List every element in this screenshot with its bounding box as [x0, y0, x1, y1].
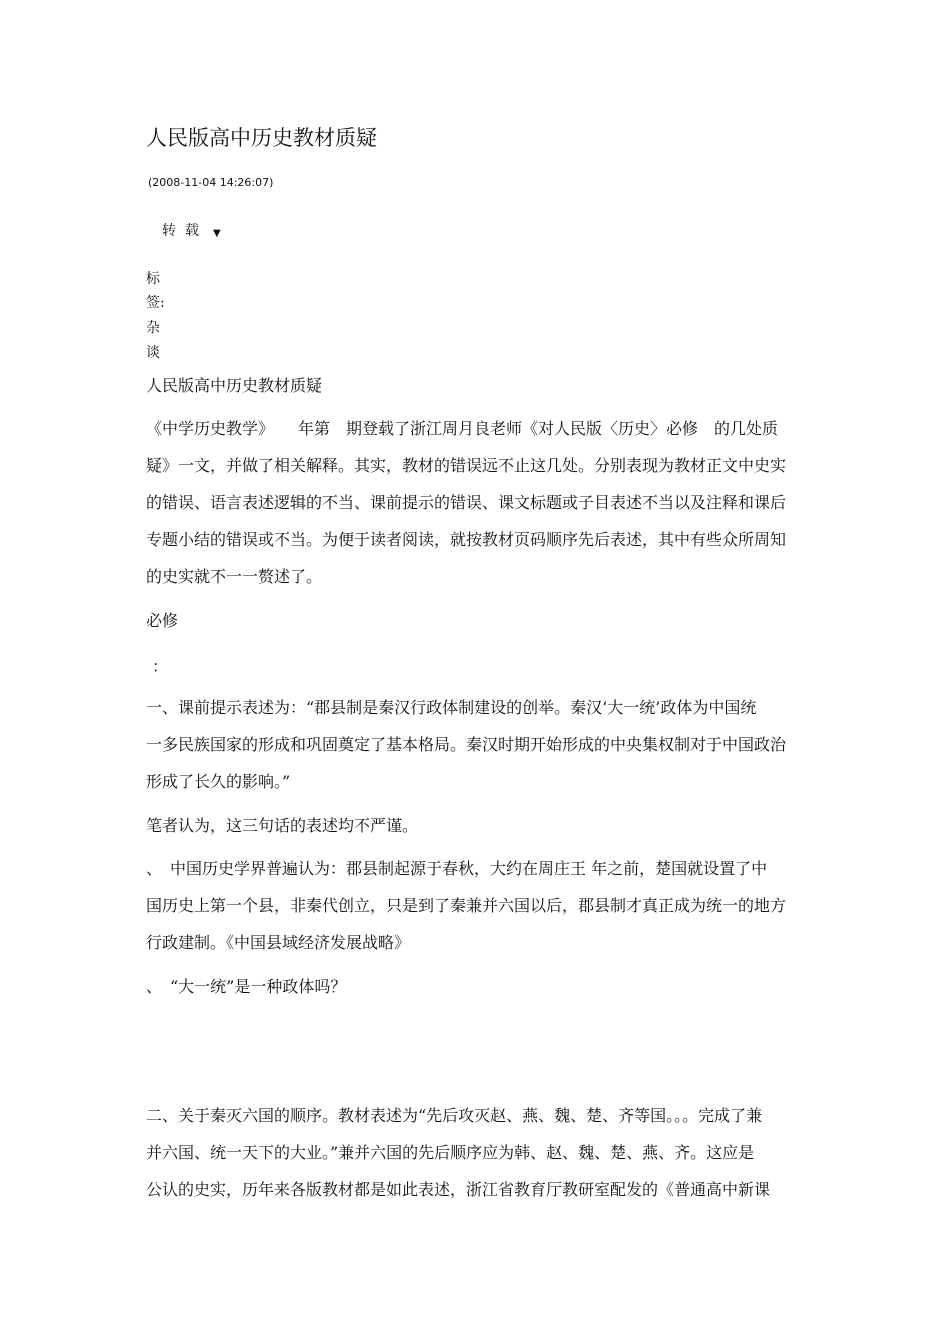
- intro-line: 的错误、语言表述逻辑的不当、课前提示的错误、课文标题或子目表述不当以及注释和课后: [146, 493, 787, 512]
- point-two-line: 公认的史实，历年来各版教材都是如此表述，浙江省教育厅教研室配发的《普通高中新课: [146, 1180, 771, 1199]
- sub-point-one-line: 、 中国历史学界普遍认为：郡县制起源于春秋，大约在周庄王 年之前，楚国就设置了中: [146, 859, 768, 878]
- point-two-line: 二、关于秦灭六国的顺序。教材表述为“先后攻灭赵、燕、魏、楚、齐等国。。。完成了兼: [146, 1106, 763, 1125]
- section-colon: ：: [152, 657, 169, 676]
- article-heading: 人民版高中历史教材质疑: [146, 376, 323, 395]
- point-one-line: 一多民族国家的形成和巩固奠定了基本格局。秦汉时期开始形成的中央集权制对于中国政治: [146, 735, 787, 754]
- point-one-line: 一、课前提示表述为：“郡县制是秦汉行政体制建设的创举。秦汉‘大一统’政体为中国统: [146, 698, 757, 717]
- tags-label-char-2: 签:: [146, 295, 165, 311]
- tags-label-char-1: 标: [146, 271, 160, 287]
- intro-line: 专题小结的错误或不当。为便于读者阅读，就按教材页码顺序先后表述，其中有些众所周知: [146, 530, 787, 549]
- sub-point-one-line: 国历史上第一个县，非秦代创立，只是到了秦兼并六国以后，郡县制才真正成为统一的地方: [146, 896, 787, 915]
- intro-line: 疑》一文，并做了相关解释。其实，教材的错误远不止这几处。分别表现为教材正文中史实: [146, 456, 787, 475]
- point-one-line: 形成了长久的影响。”: [146, 772, 291, 791]
- tag-link-char-1[interactable]: 杂: [146, 320, 160, 336]
- intro-line: 的史实就不一一赘述了。: [146, 567, 323, 586]
- article-title: 人民版高中历史教材质疑: [146, 126, 377, 150]
- chevron-down-icon[interactable]: ▼: [213, 228, 221, 239]
- section-label: 必修: [146, 611, 179, 630]
- sub-point-one-line: 行政建制。《中国县域经济发展战略》: [146, 933, 411, 952]
- point-two-line: 并六国、统一天下的大业。”兼并六国的先后顺序应为韩、赵、魏、楚、燕、齐。这应是: [146, 1143, 755, 1162]
- sub-point-two: 、 “大一统”是一种政体吗？: [146, 977, 347, 996]
- article-timestamp: (2008-11-04 14:26:07): [148, 176, 274, 189]
- repost-label[interactable]: 转载: [162, 223, 208, 239]
- tag-link-char-2[interactable]: 谈: [146, 345, 160, 361]
- intro-line: 《中学历史教学》 年第 期登载了浙江周月良老师《对人民版〈历史〉必修 的几处质: [146, 419, 779, 438]
- author-view: 笔者认为，这三句话的表述均不严谨。: [146, 816, 419, 835]
